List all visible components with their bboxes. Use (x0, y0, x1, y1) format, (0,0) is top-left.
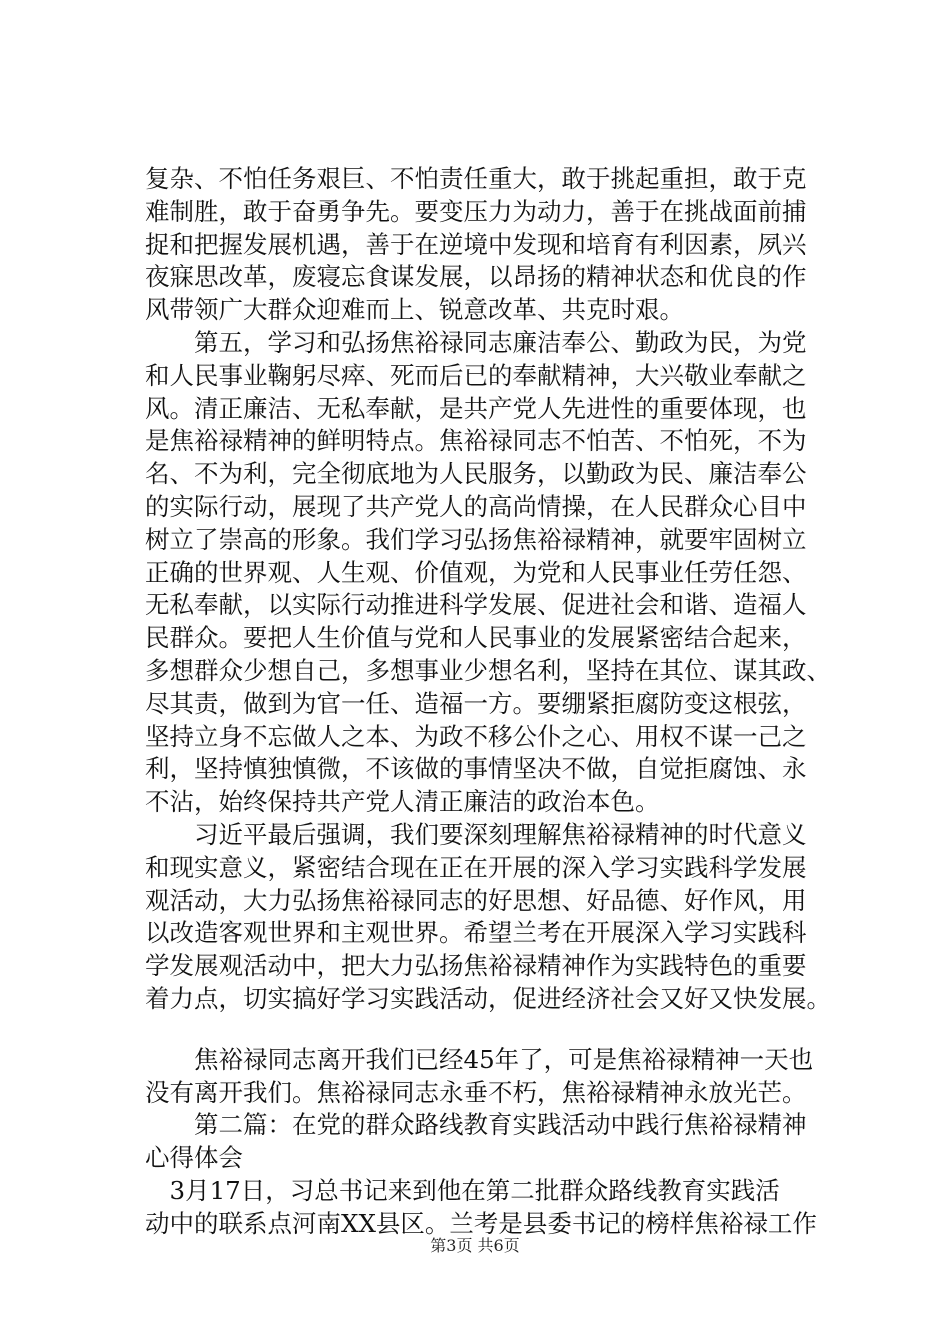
text-line: 观活动，大力弘扬焦裕禄同志的好思想、好品德、好作风，用 (145, 885, 807, 915)
text-line: 坚持立身不忘做人之本、为政不移公仆之心、用权不谋一己之 (145, 721, 807, 751)
text-line: 尽其责，做到为官一任、造福一方。要绷紧拒腐防变这根弦， (145, 688, 807, 718)
text-line: 复杂、不怕任务艰巨、不怕责任重大，敢于挑起重担，敢于克 (145, 164, 807, 193)
text-line: 习近平最后强调，我们要深刻理解焦裕禄精神的时代意义 (145, 819, 807, 849)
text-line: 风带领广大群众迎难而上、锐意改革、共克时艰。 (145, 295, 684, 325)
text-line: 利，坚持慎独慎微，不该做的事情坚决不做，自觉拒腐蚀、永 (145, 754, 807, 784)
text-line: 夜寐思改革，废寝忘食谋发展，以昂扬的精神状态和优良的作 (145, 262, 807, 292)
text-line: 和现实意义，紧密结合现在正在开展的深入学习实践科学发展 (145, 852, 807, 882)
text-line: 动中的联系点河南XX县区。兰考是县委书记的榜样焦裕禄工作 (145, 1208, 817, 1238)
text-line: 无私奉献，以实际行动推进科学发展、促进社会和谐、造福人 (145, 590, 807, 620)
text-line: 风。清正廉洁、无私奉献，是共产党人先进性的重要体现，也 (145, 393, 807, 423)
text-line: 第二篇：在党的群众路线教育实践活动中践行焦裕禄精神 (145, 1110, 807, 1140)
text-line: 民群众。要把人生价值与党和人民事业的发展紧密结合起来， (145, 623, 807, 653)
text-line: 多想群众少想自己，多想事业少想名利，坚持在其位、谋其政、 (145, 655, 831, 685)
text-line: 捉和把握发展机遇，善于在逆境中发现和培育有利因素，夙兴 (145, 229, 807, 259)
text-line: 学发展观活动中，把大力弘扬焦裕禄精神作为实践特色的重要 (145, 951, 807, 981)
text-line: 没有离开我们。焦裕禄同志永垂不朽，焦裕禄精神永放光芒。 (145, 1077, 807, 1107)
text-line: 是焦裕禄精神的鲜明特点。焦裕禄同志不怕苦、不怕死，不为 (145, 426, 807, 456)
text-line: 的实际行动，展现了共产党人的高尚情操，在人民群众心目中 (145, 491, 807, 521)
text-line: 以改造客观世界和主观世界。希望兰考在开展深入学习实践科 (145, 918, 807, 948)
text-line: 心得体会 (145, 1143, 243, 1173)
text-line: 焦裕禄同志离开我们已经45年了，可是焦裕禄精神一天也 (145, 1044, 814, 1074)
text-line: 难制胜，敢于奋勇争先。要变压力为动力，善于在挑战面前捕 (145, 196, 807, 226)
text-line: 着力点，切实搞好学习实践活动，促进经济社会又好又快发展。 (145, 983, 831, 1013)
text-line: 正确的世界观、人生观、价值观，为党和人民事业任劳任怨、 (145, 557, 807, 587)
paragraph-block-2 (145, 1044, 835, 1241)
paragraph-block-1 (145, 163, 835, 1016)
page-footer: 第3页 共6页 (430, 1236, 520, 1255)
text-line: 名、不为利，完全彻底地为人民服务，以勤政为民、廉洁奉公 (145, 459, 807, 489)
text-line: 树立了崇高的形象。我们学习弘扬焦裕禄精神，就要牢固树立 (145, 524, 807, 554)
text-line: 不沾，始终保持共产党人清正廉洁的政治本色。 (145, 787, 660, 817)
text-line: 第五，学习和弘扬焦裕禄同志廉洁奉公、勤政为民，为党 (145, 327, 807, 357)
paragraph-gap (145, 1016, 835, 1044)
text-line: 和人民事业鞠躬尽瘁、死而后已的奉献精神，大兴敬业奉献之 (145, 360, 807, 390)
document-body (145, 163, 835, 1241)
text-line: 3月17日，习总书记来到他在第二批群众路线教育实践活 (145, 1175, 780, 1205)
